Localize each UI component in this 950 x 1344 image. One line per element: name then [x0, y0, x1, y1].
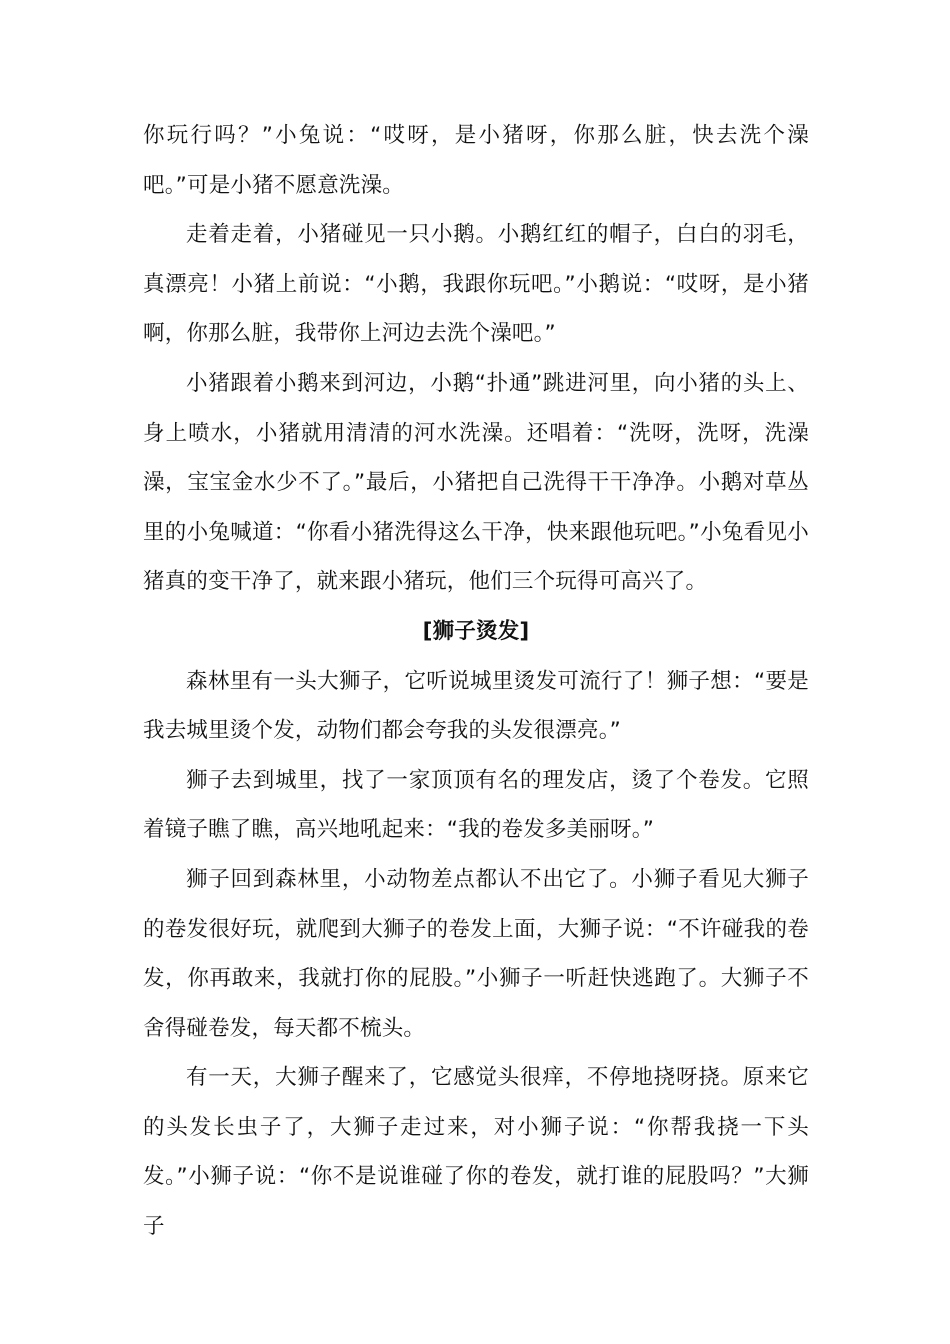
paragraph-5: 狮子去到城里，找了一家顶顶有名的理发店，烫了个卷发。它照着镜子瞧了瞧，高兴地吼起来：“我的卷发多美丽呀。” — [143, 767, 809, 843]
story-text — [143, 111, 809, 1252]
paragraph-7: 有一天，大狮子醒来了，它感觉头很痒，不停地挠呀挠。原来它的头发长虫子了，大狮子走过来，对小狮子说：“你帮我挠一下头发。”小狮子说：“你不是说谁碰了你的卷发，就打谁的屁股吗？”大狮子 — [143, 1065, 809, 1240]
story-title: [狮子烫发] — [422, 618, 530, 644]
paragraph-4: 森林里有一头大狮子，它听说城里烫发可流行了！狮子想：“要是我去城里烫个发，动物们都会夸我的头发很漂亮。” — [143, 668, 809, 744]
paragraph-3: 小猪跟着小鹅来到河边，小鹅“扑通”跳进河里，向小猪的头上、身上喷水，小猪就用清清的河水洗澡。还唱着：“洗呀，洗呀，洗澡澡，宝宝金水少不了。”最后，小猪把自己洗得干干净净。小鹅对草丛里的小兔喊道：“你看小猪洗得这么干净，快来跟他玩吧。”小兔看见小猪真的变干净了，就来跟小猪玩，他们三个玩得可高兴了。 — [143, 370, 809, 595]
paragraph-6: 狮子回到森林里，小动物差点都认不出它了。小狮子看见大狮子的卷发很好玩，就爬到大狮子的卷发上面，大狮子说：“不许碰我的卷发，你再敢来，我就打你的屁股。”小狮子一听赶快逃跑了。大狮子不舍得碰卷发，每天都不梳头。 — [143, 866, 809, 1041]
paragraph-2: 走着走着，小猪碰见一只小鹅。小鹅红红的帽子，白白的羽毛，真漂亮！小猪上前说：“小鹅，我跟你玩吧。”小鹅说：“哎呀，是小猪啊，你那么脏，我带你上河边去洗个澡吧。” — [143, 222, 809, 347]
paragraph-1: 你玩行吗？”小兔说：“哎呀，是小猪呀，你那么脏，快去洗个澡吧。”可是小猪不愿意洗澡。 — [143, 123, 809, 198]
